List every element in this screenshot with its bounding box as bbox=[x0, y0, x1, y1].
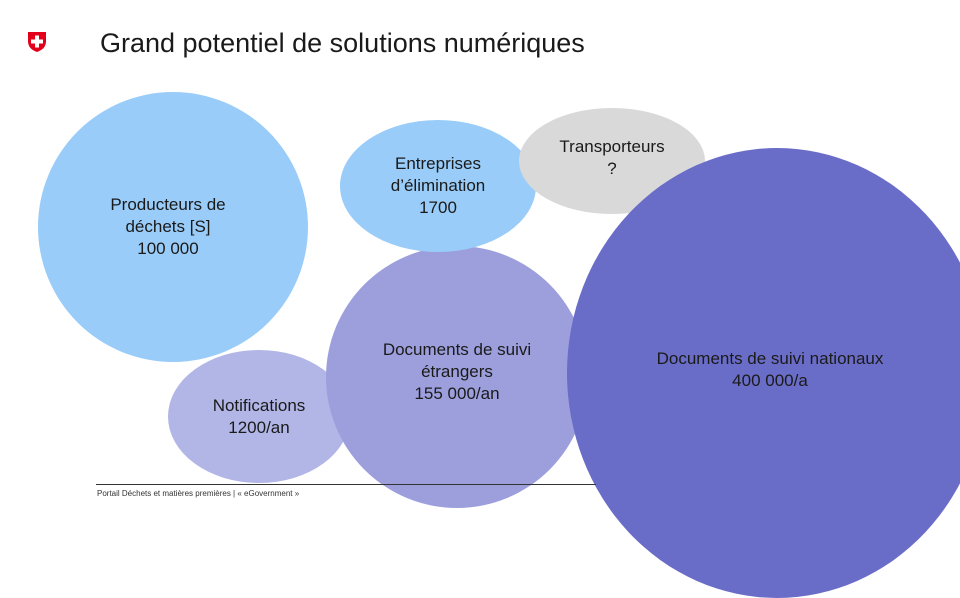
footer-text: Portail Déchets et matières premières | « eGovernment » bbox=[97, 489, 300, 498]
bubble-producteurs-line-2: déchets [S] bbox=[125, 217, 211, 236]
bubble-documents-nationaux bbox=[567, 148, 960, 598]
bubble-producteurs-line-3: 100 000 bbox=[137, 239, 199, 258]
swiss-cross-icon bbox=[26, 31, 48, 53]
bubble-documents-nationaux-line-2: 400 000/a bbox=[732, 371, 808, 390]
bubble-documents-etrangers-line-3: 155 000/an bbox=[414, 384, 500, 403]
bubble-documents-etrangers bbox=[326, 246, 588, 508]
bubble-documents-etrangers-line-2: étrangers bbox=[421, 362, 493, 381]
page-title: Grand potentiel de solutions numériques bbox=[100, 28, 585, 58]
bubble-notifications-line-1: Notifications bbox=[212, 395, 306, 415]
bubble-entreprises-line-2: d’élimination bbox=[390, 176, 486, 195]
bubble-documents-etrangers-line-1: Documents de suivi bbox=[382, 340, 532, 359]
bubble-notifications-line-2: 1200/an bbox=[228, 417, 290, 437]
bubble-transporteurs-line-1: Transporteurs bbox=[559, 137, 665, 156]
bubble-entreprises-line-1: Entreprises bbox=[395, 154, 481, 173]
bubble-producteurs bbox=[38, 92, 308, 362]
bubble-documents-nationaux-line-1: Documents de suivi nationaux bbox=[656, 349, 884, 368]
bubble-entreprises bbox=[340, 120, 536, 252]
footer-divider bbox=[96, 484, 596, 485]
bubble-producteurs-line-1: Producteurs de bbox=[110, 195, 226, 214]
bubble-entreprises-line-3: 1700 bbox=[419, 198, 457, 217]
bubble-transporteurs-line-2: ? bbox=[607, 159, 617, 178]
bubble-notifications bbox=[168, 350, 350, 483]
